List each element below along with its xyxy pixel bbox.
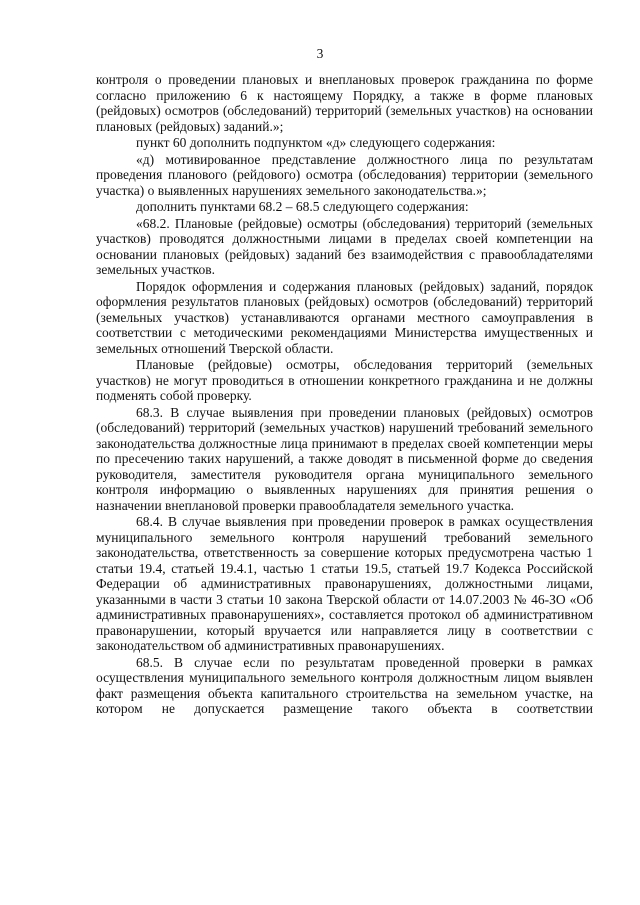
paragraph-add-items: дополнить пунктами 68.2 – 68.5 следующего содержания: bbox=[136, 199, 469, 214]
page-number: 3 bbox=[316, 46, 324, 61]
paragraph-68-3: 68.3. В случае выявления при проведении плановых (рейдовых) осмотров (обследований) территорий (земельных участков) нарушений требований земельного законодательства должностные лица принимают в пределах своей компетенции меры по пресечению таких нарушений, а также доводят в письменной форме до сведения руководителя, заместителя руководителя органа муниципального земельного контроля информацию о выявленных нарушениях для принятия решения о назначении внеплановой проверки правообладателя земельного участка. bbox=[96, 404, 593, 513]
document-body bbox=[96, 72, 593, 717]
paragraph-68-5: 68.5. В случае если по результатам проведенной проверки в рамках осуществления муниципального земельного контроля должностным лицом выявлен факт размещения объекта капитального строительства на земельном участке, на котором не допускается размещение такого объекта в соответствии bbox=[96, 654, 593, 716]
paragraph-subitem-d: «д) мотивированное представление должностного лица по результатам проведения планового (рейдового) осмотра (обследования) территории (земельного участка) о выявленных нарушениях земельного законодательства.»; bbox=[96, 151, 593, 198]
paragraph-item-60-amendment: пункт 60 дополнить подпунктом «д» следующего содержания: bbox=[136, 135, 496, 150]
paragraph-continuation: контроля о проведении плановых и внеплановых проверок гражданина по форме согласно приложению 6 к настоящему Порядку, а также в форме плановых (рейдовых) осмотров (обследований) территорий (земельных участков) на основании плановых (рейдовых) заданий.»; bbox=[96, 72, 593, 134]
paragraph-68-2: «68.2. Плановые (рейдовые) осмотры (обследования) территорий (земельных участков) проводятся должностными лицами в пределах своей компетенции на основании плановых (рейдовых) заданий без взаимодействия с правообладателями земельных участков. bbox=[96, 215, 593, 277]
paragraph-raid-order: Порядок оформления и содержания плановых (рейдовых) заданий, порядок оформления результатов плановых (рейдовых) осмотров (обследований) территорий (земельных участков) устанавливаются органами местного самоуправления в соответствии с методическими рекомендациями Министерства имущественных и земельных отношений Тверской области. bbox=[96, 278, 593, 356]
paragraph-68-4: 68.4. В случае выявления при проведении проверок в рамках осуществления муниципального земельного контроля нарушений требований земельного законодательства, ответственность за совершение которых предусмотрена частью 1 статьи 19.4, статьей 19.4.1, частью 1 статьи 19.5, статьей 19.7 Кодекса Российской Федерации об административных правонарушениях, должностными лицами, указанными в части 3 статьи 10 закона Тверской области от 14.07.2003 № 46-ЗО «Об административных правонарушениях», составляется протокол об административном правонарушении, который вручается или направляется лицу в соответствии с законодательством об административных правонарушениях. bbox=[96, 514, 593, 653]
paragraph-raid-restriction: Плановые (рейдовые) осмотры, обследования территорий (земельных участков) не могут проводиться в отношении конкретного гражданина и не должны подменять собой проверку. bbox=[96, 357, 593, 403]
